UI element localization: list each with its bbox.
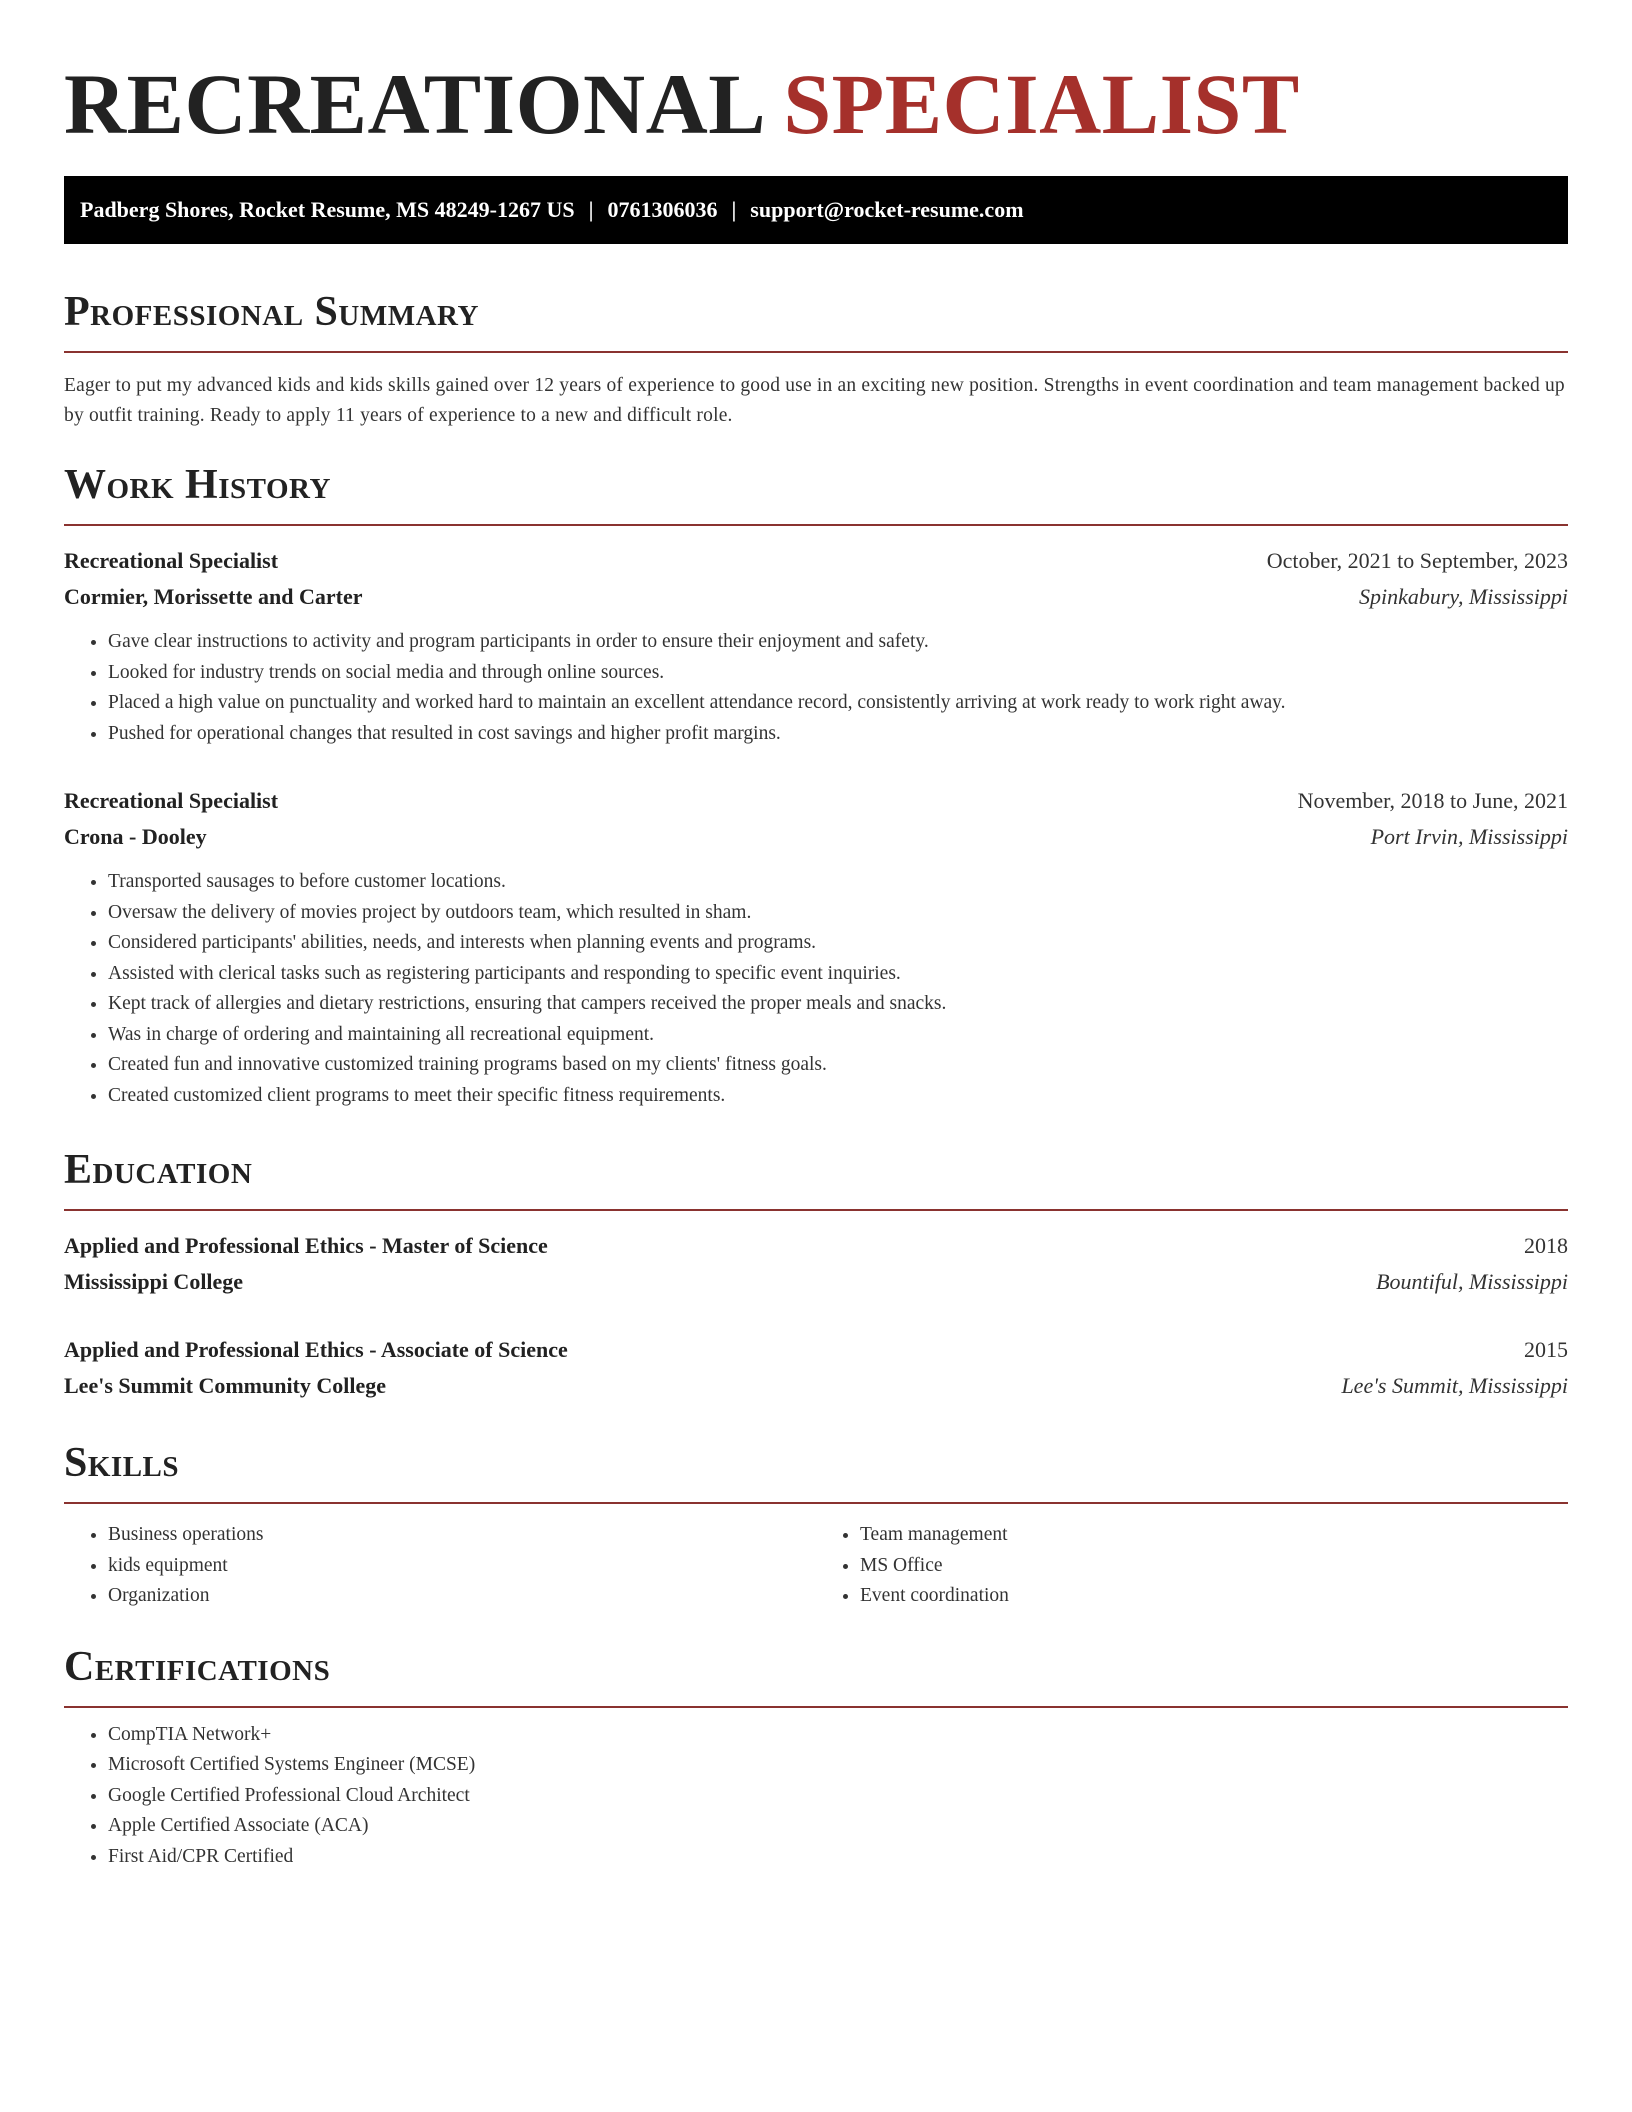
section-title-skills: Skills xyxy=(64,1440,180,1486)
job-bullet: • Considered participants' abilities, needs, and interests when planning events and programs. xyxy=(108,928,1568,959)
section-title-education: Education xyxy=(64,1147,253,1193)
section-certifications xyxy=(64,1642,1568,1873)
contact-bar xyxy=(64,176,1568,244)
job-header-row xyxy=(64,783,1568,819)
skill-item: • Business operations xyxy=(108,1520,816,1551)
education-school: Lee's Summit Community College xyxy=(64,1373,387,1398)
resume-name xyxy=(64,0,1568,152)
certification-item: • Apple Certified Associate (ACA) xyxy=(108,1811,1568,1842)
education-school: Mississippi College xyxy=(64,1269,244,1294)
job-bullet: • Gave clear instructions to activity and program participants in order to ensure their enjoyment and safety. xyxy=(108,627,1568,658)
certification-item: • Google Certified Professional Cloud Architect xyxy=(108,1781,1568,1812)
job-bullet: • Created fun and innovative customized training programs based on my clients' fitness goals. xyxy=(108,1050,1568,1081)
job-bullets xyxy=(64,627,1568,749)
job-location: Spinkabury, Mississippi xyxy=(1358,584,1568,609)
job-bullet: • Looked for industry trends on social media and through online sources. xyxy=(108,658,1568,689)
certification-item: • First Aid/CPR Certified xyxy=(108,1842,1568,1873)
summary-text: Eager to put my advanced kids and kids skills gained over 12 years of experience to good use in an exciting new position. Strengths in event coordination and team management backed up by outfit training. Ready to apply 11 years of experience to a new and difficult role. xyxy=(64,375,1565,426)
job-bullet: • Kept track of allergies and dietary restrictions, ensuring that campers received the proper meals and snacks. xyxy=(108,989,1568,1020)
skill-item: • MS Office xyxy=(860,1551,1568,1582)
job-bullet: • Transported sausages to before customer locations. xyxy=(108,867,1568,898)
section-divider xyxy=(64,524,1568,526)
job-entry xyxy=(64,543,1568,749)
skill-item: • Event coordination xyxy=(860,1581,1568,1612)
section-divider xyxy=(64,1209,1568,1211)
contact-email: support@rocket-resume.com xyxy=(750,197,1024,222)
job-header-row xyxy=(64,543,1568,579)
certification-item: • Microsoft Certified Systems Engineer (MCSE) xyxy=(108,1750,1568,1781)
job-bullets xyxy=(64,867,1568,1111)
education-school-row xyxy=(64,1368,1568,1404)
section-summary xyxy=(64,287,1568,431)
skills-column-left xyxy=(64,1520,816,1612)
job-dates: October, 2021 to September, 2023 xyxy=(1266,548,1568,573)
education-degree: Applied and Professional Ethics - Master of Science xyxy=(64,1233,548,1258)
skill-item: • Organization xyxy=(108,1581,816,1612)
job-bullet: • Assisted with clerical tasks such as registering participants and responding to specific event inquiries. xyxy=(108,959,1568,990)
certifications-list xyxy=(64,1720,1568,1873)
education-degree: Applied and Professional Ethics - Associate of Science xyxy=(64,1337,568,1362)
job-bullet: • Pushed for operational changes that resulted in cost savings and higher profit margins. xyxy=(108,719,1568,750)
job-company-row xyxy=(64,579,1568,615)
section-divider xyxy=(64,351,1568,353)
section-education xyxy=(64,1145,1568,1404)
skills-grid xyxy=(64,1520,1568,1612)
name-last: SPECIALIST xyxy=(783,56,1300,152)
section-divider xyxy=(64,1706,1568,1708)
contact-phone: 0761306036 xyxy=(607,197,718,222)
job-bullet: • Was in charge of ordering and maintaining all recreational equipment. xyxy=(108,1020,1568,1051)
job-entry xyxy=(64,783,1568,1111)
job-bullet: • Created customized client programs to meet their specific fitness requirements. xyxy=(108,1081,1568,1112)
job-company: Crona - Dooley xyxy=(64,824,207,849)
section-skills xyxy=(64,1438,1568,1612)
job-position: Recreational Specialist xyxy=(64,788,279,813)
resume-page xyxy=(64,0,1568,1872)
job-dates: November, 2018 to June, 2021 xyxy=(1297,788,1568,813)
certification-item: • CompTIA Network+ xyxy=(108,1720,1568,1751)
job-company: Cormier, Morissette and Carter xyxy=(64,584,363,609)
education-year: 2018 xyxy=(1524,1233,1568,1258)
job-position: Recreational Specialist xyxy=(64,548,279,573)
education-year: 2015 xyxy=(1524,1337,1568,1362)
education-entry xyxy=(64,1228,1568,1300)
skill-item: • kids equipment xyxy=(108,1551,816,1582)
job-bullet: • Placed a high value on punctuality and worked hard to maintain an excellent attendance record, consistently arriving at work ready to work right away. xyxy=(108,688,1568,719)
education-location: Bountiful, Mississippi xyxy=(1376,1269,1568,1294)
contact-address: Padberg Shores, Rocket Resume, MS 48249-1267 US xyxy=(80,197,575,222)
job-location: Port Irvin, Mississippi xyxy=(1370,824,1568,849)
section-work-history xyxy=(64,460,1568,1111)
name-first: RECREATIONAL xyxy=(64,56,762,152)
education-school-row xyxy=(64,1264,1568,1300)
section-title-certifications: Certifications xyxy=(64,1643,331,1690)
education-header-row xyxy=(64,1332,1568,1368)
job-company-row xyxy=(64,819,1568,855)
skills-column-right xyxy=(816,1520,1568,1612)
job-bullet: • Oversaw the delivery of movies project by outdoors team, which resulted in sham. xyxy=(108,898,1568,929)
education-header-row xyxy=(64,1228,1568,1264)
skill-item: • Team management xyxy=(860,1520,1568,1551)
education-location: Lee's Summit, Mississippi xyxy=(1341,1373,1568,1398)
section-title-work: Work History xyxy=(64,462,331,508)
section-title-summary: Professional Summary xyxy=(64,289,479,335)
education-entry xyxy=(64,1332,1568,1404)
contact-separator: | xyxy=(731,197,737,222)
section-divider xyxy=(64,1502,1568,1504)
contact-separator: | xyxy=(588,197,594,222)
